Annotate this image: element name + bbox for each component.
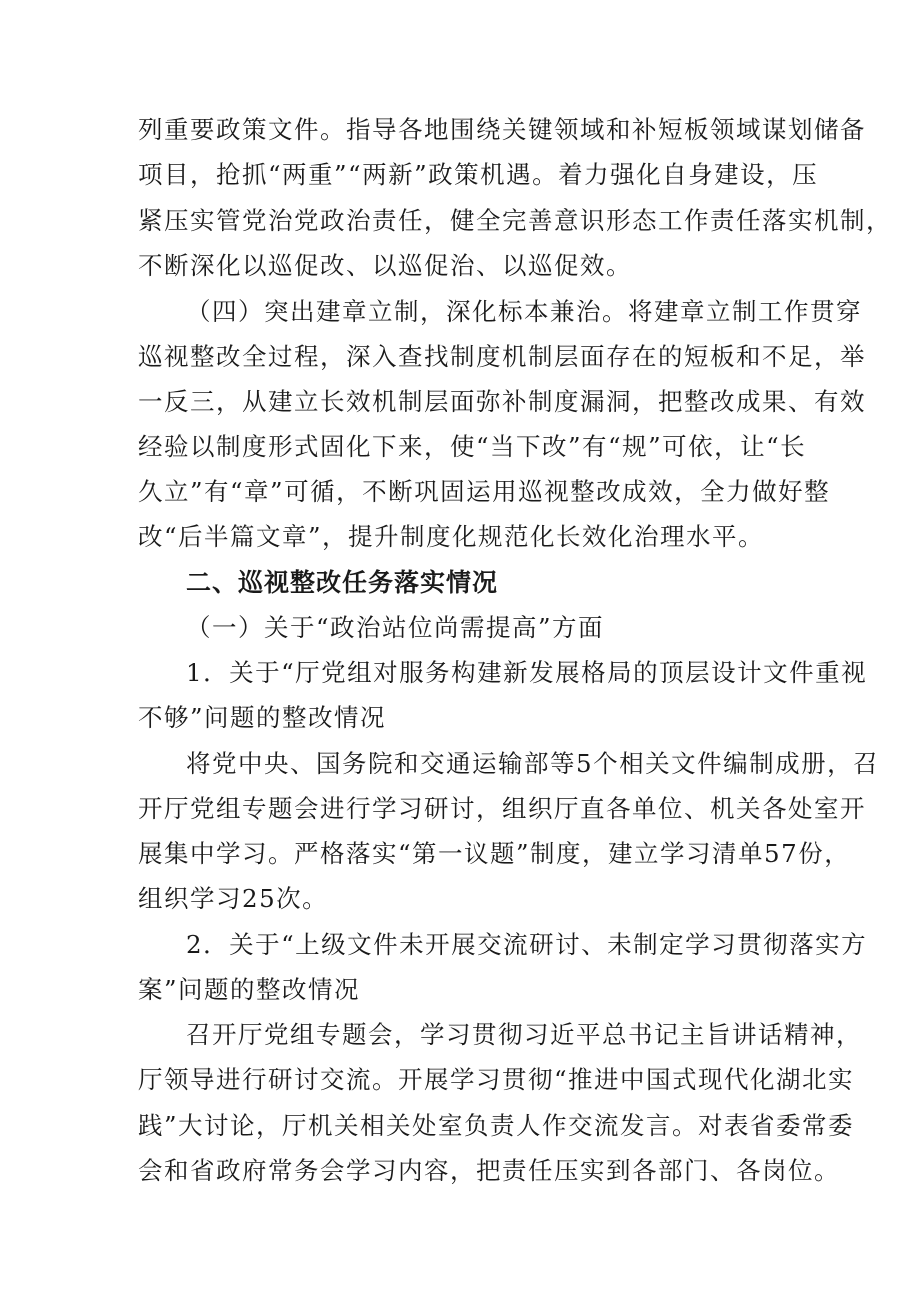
paragraph-line: 巡视整改全过程，深入查找制度机制层面存在的短板和不足，举 bbox=[138, 342, 866, 371]
paragraph-line: 将党中央、国务院和交通运输部等5个相关文件编制成册，召 bbox=[186, 749, 880, 778]
paragraph-line: 不断深化以巡促改、以巡促治、以巡促效。 bbox=[138, 251, 632, 280]
paragraph-line: 开厅党组专题会进行学习研讨，组织厅直各单位、机关各处室开 bbox=[138, 794, 866, 823]
paragraph-line: 经验以制度形式固化下来，使“当下改”有“规”可依，让“长 bbox=[138, 432, 807, 461]
paragraph-line: 紧压实管党治党政治责任，健全完善意识形态工作责任落实机制， bbox=[138, 206, 892, 235]
item-title-line: 案”问题的整改情况 bbox=[138, 975, 361, 1004]
paragraph-line: 一反三，从建立长效机制层面弥补制度漏洞，把整改成果、有效 bbox=[138, 387, 866, 416]
paragraph-line: 改“后半篇文章”，提升制度化规范化长效化治理水平。 bbox=[138, 522, 765, 551]
paragraph-line: 厅领导进行研讨交流。开展学习贯彻“推进中国式现代化湖北实 bbox=[138, 1065, 855, 1094]
paragraph-line: 组织学习25次。 bbox=[138, 884, 329, 913]
paragraph-line: 项目，抢抓“两重”“两新”政策机遇。着力强化自身建设，压 bbox=[138, 160, 819, 189]
item-title-line: 2．关于“上级文件未开展交流研讨、未制定学习贯彻落实方 bbox=[186, 930, 868, 959]
paragraph-line: （四）突出建章立制，深化标本兼治。将建章立制工作贯穿 bbox=[186, 297, 862, 326]
paragraph-line: 展集中学习。严格落实“第一议题”制度，建立学习清单57份， bbox=[138, 839, 851, 868]
item-title-line: 1．关于“厅党组对服务构建新发展格局的顶层设计文件重视 bbox=[186, 658, 868, 687]
sub-heading: （一）关于“政治站位尚需提高”方面 bbox=[186, 613, 605, 642]
paragraph-line: 践”大讨论，厅机关相关处室负责人作交流发言。对表省委常委 bbox=[138, 1111, 855, 1140]
section-heading: 二、巡视整改任务落实情况 bbox=[186, 568, 499, 597]
paragraph-line: 列重要政策文件。指导各地围绕关键领域和补短板领域谋划储备 bbox=[138, 115, 866, 144]
paragraph-line: 召开厅党组专题会，学习贯彻习近平总书记主旨讲话精神， bbox=[186, 1020, 862, 1049]
paragraph-line: 会和省政府常务会学习内容，把责任压实到各部门、各岗位。 bbox=[138, 1156, 840, 1185]
paragraph-line: 久立”有“章”可循，不断巩固运用巡视整改成效，全力做好整 bbox=[138, 477, 831, 506]
item-title-line: 不够”问题的整改情况 bbox=[138, 703, 387, 732]
